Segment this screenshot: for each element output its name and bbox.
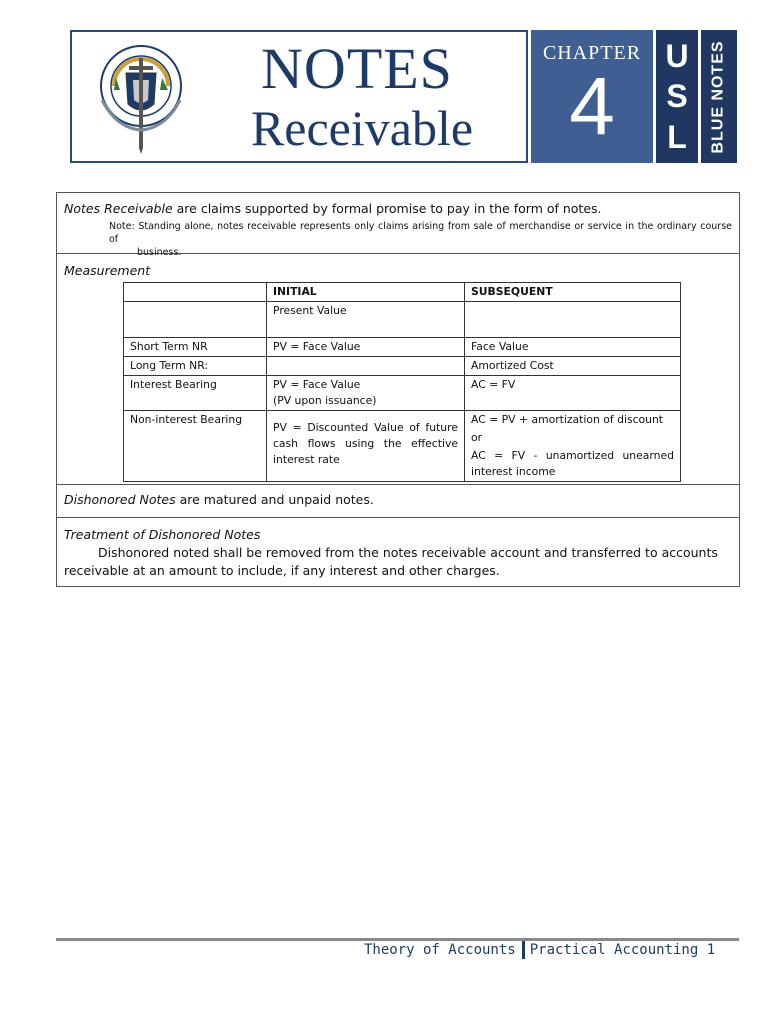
- table-header-initial: INITIAL: [267, 283, 465, 302]
- table-header-subsequent: SUBSEQUENT: [465, 283, 681, 302]
- definition-text: [64, 201, 732, 217]
- measurement-title: Measurement: [64, 263, 151, 278]
- dishonored-term: Dishonored Notes: [64, 492, 176, 507]
- chapter-number: 4: [569, 61, 615, 152]
- treatment-text: Dishonored noted shall be removed from the notes receivable account and transferred to accounts receivable at an amount to include, if any interest and other charges.: [64, 545, 718, 578]
- row-label: [124, 302, 267, 338]
- definition-body: are claims supported by formal promise to pay in the form of notes.: [172, 201, 602, 216]
- row-subsequent: AC = FV: [465, 376, 681, 411]
- dishonored-text: [64, 492, 732, 508]
- table-row: [124, 376, 681, 411]
- row-subsequent-line: AC = PV + amortization of discount: [471, 413, 664, 426]
- footer-left: Theory of Accounts: [364, 942, 516, 958]
- table-row: [124, 338, 681, 357]
- table-row: [124, 411, 681, 482]
- row-subsequent: Face Value: [465, 338, 681, 357]
- row-initial: [267, 357, 465, 376]
- table-header-cell: [124, 283, 267, 302]
- row-label: Interest Bearing: [124, 376, 267, 411]
- row-subsequent-line: interest income: [471, 465, 556, 478]
- dishonored-section: [57, 485, 739, 518]
- row-subsequent: [465, 302, 681, 338]
- row-initial: [267, 411, 465, 482]
- row-subsequent-line: AC = FV - unamortized unearned: [471, 449, 674, 462]
- row-initial: PV = Face Value: [267, 338, 465, 357]
- definition-term: Notes Receivable: [64, 201, 173, 216]
- row-label: Short Term NR: [124, 338, 267, 357]
- title-box: [70, 30, 528, 163]
- usl-letter: U: [665, 38, 689, 75]
- university-seal-icon: [96, 38, 186, 156]
- row-subsequent: Amortized Cost: [465, 357, 681, 376]
- note-line-2: business.: [137, 247, 182, 258]
- footer: [364, 941, 715, 959]
- footer-right: Practical Accounting 1: [529, 942, 716, 958]
- row-initial-line: PV = Discounted Value of future cash flows using the effective interest rate: [273, 421, 458, 466]
- row-subsequent-line: or: [471, 431, 483, 444]
- measurement-section: [57, 254, 739, 485]
- usl-letter: S: [666, 78, 688, 115]
- chapter-badge: [531, 30, 653, 163]
- row-initial: [267, 376, 465, 411]
- page-subtitle: Receivable: [250, 100, 474, 156]
- treatment-title: Treatment of Dishonored Notes: [64, 527, 261, 542]
- table-row: [124, 302, 681, 338]
- chapter-label: CHAPTER: [542, 42, 642, 64]
- definition-section: [57, 193, 739, 258]
- row-initial-line: (PV upon issuance): [273, 394, 377, 407]
- blue-notes-label: BLUE NOTES: [710, 39, 727, 154]
- treatment-section: [57, 518, 739, 586]
- row-label: Long Term NR:: [124, 357, 267, 376]
- blue-notes-badge: [701, 30, 737, 163]
- usl-badge: [656, 30, 698, 163]
- row-subsequent: [465, 411, 681, 482]
- table-row: [124, 357, 681, 376]
- note-line-1: Note: Standing alone, notes receivable represents only claims arising from sale of merchandise or service in the ordinary course of: [109, 221, 732, 245]
- row-initial: Present Value: [267, 302, 465, 338]
- row-label: Non-interest Bearing: [124, 411, 267, 482]
- footer-separator: [522, 941, 525, 959]
- page-title: NOTES: [261, 36, 453, 101]
- row-initial-line: PV = Face Value: [273, 378, 361, 391]
- table-header-row: [124, 283, 681, 302]
- content-box: [56, 192, 740, 587]
- usl-letter: L: [667, 118, 687, 155]
- measurement-table: [123, 282, 681, 482]
- dishonored-body: are matured and unpaid notes.: [175, 492, 374, 507]
